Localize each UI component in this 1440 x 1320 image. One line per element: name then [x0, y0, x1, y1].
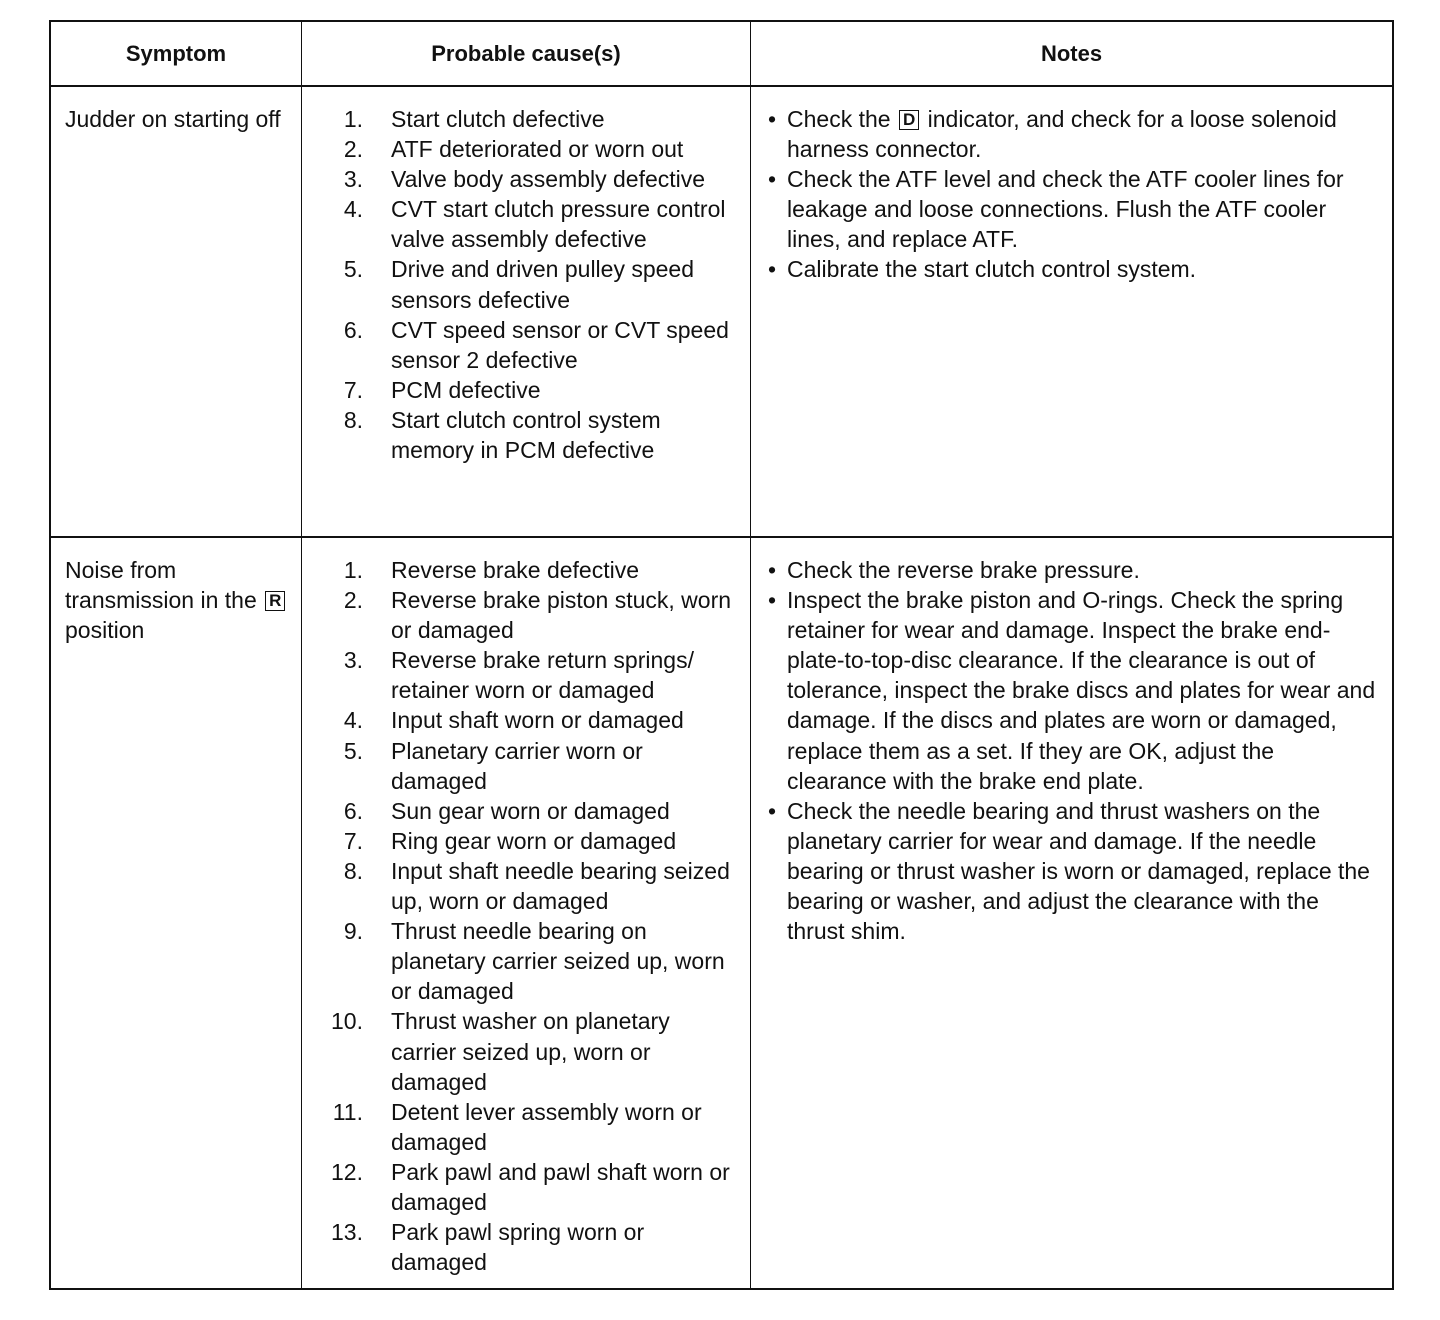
cause-text: Start clutch defective — [391, 106, 605, 132]
position-indicator-box: D — [899, 110, 919, 130]
cause-number: 10. — [331, 1008, 363, 1035]
troubleshooting-table — [49, 20, 1394, 1290]
cause-text: Reverse brake piston stuck, worn or damaged — [391, 587, 732, 644]
note-text — [787, 555, 1378, 585]
list-item — [765, 796, 1378, 946]
cause-text: Park pawl spring worn or damaged — [391, 1219, 645, 1276]
list-item — [302, 315, 740, 375]
list-item — [302, 104, 740, 134]
list-item — [302, 645, 740, 705]
list-item — [302, 164, 740, 194]
cause-list — [302, 538, 750, 1277]
bullet-icon: • — [768, 557, 777, 583]
cause-text: CVT start clutch pressure control valve assembly defective — [391, 196, 726, 253]
notes-list — [751, 87, 1392, 285]
list-item — [302, 705, 740, 735]
bullet-icon: • — [768, 166, 777, 193]
cause-number: 8. — [343, 857, 363, 884]
cause-number: 13. — [331, 1219, 363, 1246]
cause-number: 2. — [343, 136, 363, 163]
note-text — [787, 254, 1378, 284]
list-item — [765, 164, 1378, 254]
cause-text: Park pawl and pawl shaft worn or damaged — [391, 1158, 730, 1215]
cause-text: Thrust needle bearing on planetary carrier seized up, worn or damaged — [391, 918, 725, 1005]
cause-number: 2. — [343, 587, 363, 614]
table-row — [51, 536, 1392, 1288]
notes-cell — [750, 538, 1392, 1288]
list-item — [302, 856, 740, 916]
text-before: Inspect the brake piston and O-rings. Check the spring retainer for wear and damage. Inspect the brake end-plate-to-top-disc clearance. If the clearance is out of tolerance, inspect the brake discs and plates for wear and damage. If the discs and plates are worn or damaged, replace them as a set. If they are OK, adjust the clearance with the brake end plate. — [787, 587, 1376, 794]
list-item — [302, 736, 740, 796]
causes-cell — [301, 538, 750, 1288]
notes-list — [751, 538, 1392, 946]
cause-text: CVT speed sensor or CVT speed sensor 2 defective — [391, 316, 729, 373]
cause-number: 12. — [331, 1158, 363, 1185]
cause-number: 1. — [343, 106, 363, 132]
note-text — [787, 585, 1378, 796]
cause-number: 4. — [343, 707, 363, 734]
bullet-icon: • — [768, 587, 777, 614]
table-row — [51, 85, 1392, 536]
list-item — [302, 405, 740, 465]
list-item — [302, 796, 740, 826]
list-item — [765, 254, 1378, 284]
note-text — [787, 796, 1378, 946]
text-after: indicator, and check for a loose solenoid harness connector. — [787, 106, 1337, 163]
list-item — [765, 585, 1378, 796]
cause-text: Start clutch control system memory in PCM defective — [391, 406, 661, 464]
text-before: Check the needle bearing and thrust washers on the planetary carrier for wear and damage. If the needle bearing or thrust washer is worn or damaged, replace the bearing or washer, and adjust the clearance with the thrust shim. — [787, 797, 1370, 945]
cause-text: Detent lever assembly worn or damaged — [391, 1098, 702, 1155]
list-item — [302, 826, 740, 856]
bullet-icon: • — [768, 797, 777, 824]
note-text — [787, 104, 1378, 164]
cause-list — [302, 87, 750, 465]
position-indicator-box: R — [265, 591, 285, 611]
cause-text: Planetary carrier worn or damaged — [391, 737, 643, 794]
cause-text: Input shaft needle bearing seized up, worn or damaged — [391, 857, 730, 915]
list-item — [302, 254, 740, 314]
cause-number: 3. — [343, 647, 363, 674]
cause-text: Thrust washer on planetary carrier seized up, worn or damaged — [391, 1008, 670, 1095]
bullet-icon: • — [768, 106, 777, 132]
causes-cell — [301, 87, 750, 536]
symptom-text — [51, 87, 301, 134]
symptom-text — [51, 538, 301, 645]
cause-number: 7. — [343, 827, 363, 854]
cause-number: 1. — [343, 557, 363, 583]
list-item — [302, 1157, 740, 1217]
cause-text: Sun gear worn or damaged — [391, 797, 670, 824]
list-item — [302, 134, 740, 164]
list-item — [765, 555, 1378, 585]
list-item — [302, 194, 740, 254]
cause-number: 8. — [343, 406, 363, 433]
cause-text: Drive and driven pulley speed sensors defective — [391, 256, 695, 313]
cause-number: 5. — [343, 256, 363, 283]
cause-text: Reverse brake return springs/ retainer worn or damaged — [391, 647, 694, 704]
cause-text: PCM defective — [391, 376, 541, 403]
notes-cell — [750, 87, 1392, 536]
text-before: Check the ATF level and check the ATF cooler lines for leakage and loose connections. Flush the ATF cooler lines, and replace ATF. — [787, 166, 1344, 253]
list-item — [302, 555, 740, 585]
header-notes: Notes — [750, 22, 1392, 85]
bullet-icon: • — [768, 256, 777, 283]
cause-number: 5. — [343, 737, 363, 764]
list-item — [302, 1097, 740, 1157]
cause-number: 6. — [343, 797, 363, 824]
cause-number: 3. — [343, 166, 363, 193]
list-item — [302, 375, 740, 405]
list-item — [302, 1006, 740, 1096]
table-header-row — [51, 22, 1392, 85]
text-before: Judder on starting off — [65, 106, 281, 132]
cause-text: Reverse brake defective — [391, 557, 640, 583]
list-item — [302, 1217, 740, 1277]
note-text — [787, 164, 1378, 254]
list-item — [302, 585, 740, 645]
text-before: Calibrate the start clutch control system. — [787, 256, 1197, 283]
list-item — [302, 916, 740, 1006]
cause-text: Input shaft worn or damaged — [391, 707, 684, 734]
cause-number: 6. — [343, 316, 363, 343]
text-before: Noise from transmission in the — [65, 557, 257, 614]
cause-text: Ring gear worn or damaged — [391, 827, 677, 854]
cause-number: 9. — [343, 918, 363, 945]
cause-text: Valve body assembly defective — [391, 166, 706, 193]
text-before: Check the reverse brake pressure. — [787, 557, 1140, 583]
header-symptom: Symptom — [125, 40, 227, 66]
cause-number: 4. — [343, 196, 363, 223]
text-after: position — [65, 617, 145, 644]
symptom-cell — [51, 538, 301, 1288]
symptom-cell — [51, 87, 301, 536]
cause-number: 11. — [332, 1098, 363, 1125]
cause-number: 7. — [343, 376, 363, 403]
list-item — [765, 104, 1378, 164]
text-before: Check the — [787, 106, 891, 132]
cause-text: ATF deteriorated or worn out — [391, 136, 684, 163]
header-probable-causes: Probable cause(s) — [301, 22, 750, 85]
